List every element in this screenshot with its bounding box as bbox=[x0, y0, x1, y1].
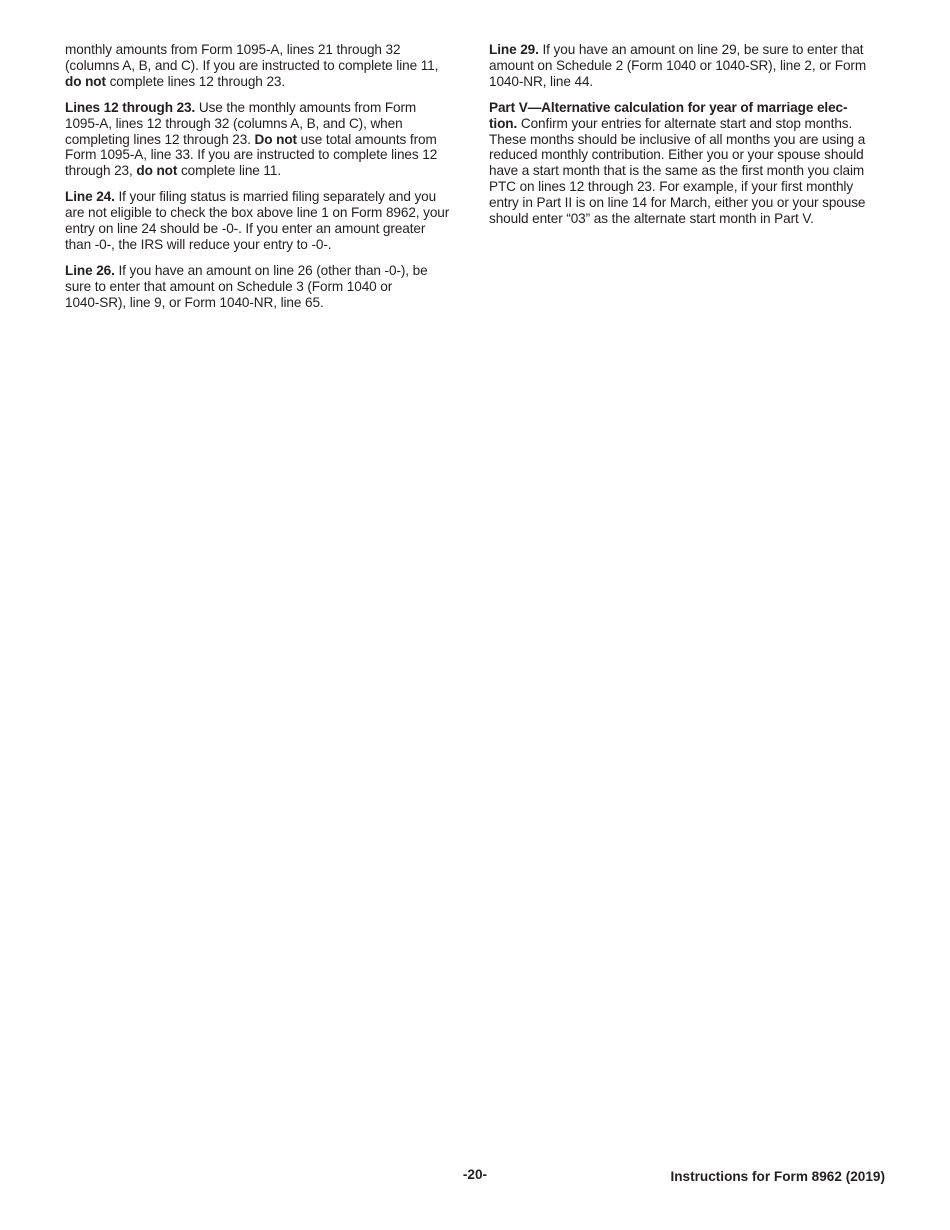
text-line bbox=[65, 147, 465, 163]
text-run: completing lines 12 through 23. bbox=[65, 131, 255, 147]
text-line bbox=[489, 58, 882, 74]
text-line bbox=[65, 163, 465, 179]
text-line bbox=[489, 42, 882, 58]
right-column bbox=[489, 42, 882, 237]
text-run: If you have an amount on line 26 (other than -0-), be bbox=[114, 262, 428, 278]
bold-run: Line 24. bbox=[65, 189, 115, 205]
text-run: have a start month that is the same as the first month you claim bbox=[489, 163, 865, 179]
text-line bbox=[65, 42, 465, 58]
text-run: should enter “03” as the alternate start month in Part V. bbox=[489, 211, 814, 227]
text-line bbox=[489, 100, 882, 116]
text-run: If your filing status is married filing separately and you bbox=[114, 189, 437, 205]
text-run: use total amounts from bbox=[296, 131, 437, 147]
text-run: 1040-SR), line 9, or Form 1040-NR, line 65. bbox=[65, 294, 324, 310]
text-line bbox=[65, 205, 465, 221]
text-line bbox=[65, 116, 465, 132]
text-line bbox=[489, 116, 882, 132]
text-line bbox=[489, 163, 882, 179]
bold-run: Line 26. bbox=[65, 262, 115, 278]
text-run: amount on Schedule 2 (Form 1040 or 1040-SR), line 2, or Form bbox=[489, 57, 867, 73]
paragraph bbox=[65, 100, 465, 180]
bold-run: Part V—Alternative calculation for year of marriage elec- bbox=[489, 99, 848, 115]
text-line bbox=[65, 295, 465, 311]
text-line bbox=[489, 195, 882, 211]
paragraph bbox=[65, 42, 465, 90]
text-run: Use the monthly amounts from Form bbox=[195, 99, 417, 115]
text-line bbox=[65, 58, 465, 74]
bold-run: do not bbox=[65, 73, 106, 89]
text-run: 1040-NR, line 44. bbox=[489, 73, 594, 89]
paragraph bbox=[489, 42, 882, 90]
bold-run: Line 29. bbox=[489, 42, 539, 57]
text-line bbox=[489, 179, 882, 195]
text-line bbox=[65, 132, 465, 148]
text-run: complete line 11. bbox=[177, 163, 282, 179]
text-run: than -0-, the IRS will reduce your entry to -0-. bbox=[65, 236, 332, 252]
text-run: complete lines 12 through 23. bbox=[105, 73, 286, 89]
text-run: reduced monthly contribution. Either you or your spouse should bbox=[489, 147, 864, 163]
text-line bbox=[65, 100, 465, 116]
text-line bbox=[65, 237, 465, 253]
paragraph bbox=[65, 263, 465, 311]
text-run: are not eligible to check the box above line 1 on Form 8962, your bbox=[65, 205, 450, 221]
text-line bbox=[65, 263, 465, 279]
text-run: Confirm your entries for alternate start and stop months. bbox=[517, 115, 853, 131]
text-run: through 23, bbox=[65, 163, 137, 179]
bold-run: do not bbox=[136, 163, 178, 179]
text-line bbox=[65, 74, 465, 90]
text-run: These months should be inclusive of all months you are using a bbox=[489, 131, 866, 147]
text-line bbox=[65, 189, 465, 205]
bold-run: Do not bbox=[254, 131, 297, 147]
text-run: Form 1095-A, line 33. If you are instructed to complete lines 12 bbox=[65, 147, 438, 163]
paragraph bbox=[65, 189, 465, 253]
text-line bbox=[489, 211, 882, 227]
text-run: PTC on lines 12 through 23. For example, if your first monthly bbox=[489, 179, 854, 195]
text-line bbox=[489, 74, 882, 90]
text-run: monthly amounts from Form 1095-A, lines 21 through 32 bbox=[65, 42, 401, 57]
bold-run: tion. bbox=[489, 115, 518, 131]
text-line bbox=[65, 221, 465, 237]
text-run: entry in Part II is on line 14 for March, either you or your spouse bbox=[489, 195, 866, 211]
text-line bbox=[65, 279, 465, 295]
text-line bbox=[489, 132, 882, 148]
text-run: (columns A, B, and C). If you are instructed to complete line 11, bbox=[65, 57, 439, 73]
left-column bbox=[65, 42, 465, 321]
paragraph bbox=[489, 100, 882, 227]
text-run: entry on line 24 should be -0-. If you enter an amount greater bbox=[65, 221, 426, 237]
page-number: -20- bbox=[462, 1167, 488, 1182]
text-run: sure to enter that amount on Schedule 3 (Form 1040 or bbox=[65, 278, 393, 294]
text-run: 1095-A, lines 12 through 32 (columns A, B, and C), when bbox=[65, 115, 403, 131]
text-run: If you have an amount on line 29, be sure to enter that bbox=[538, 42, 864, 57]
text-line bbox=[489, 147, 882, 163]
bold-run: Lines 12 through 23. bbox=[65, 99, 196, 115]
document-title: Instructions for Form 8962 (2019) bbox=[670, 1169, 885, 1184]
